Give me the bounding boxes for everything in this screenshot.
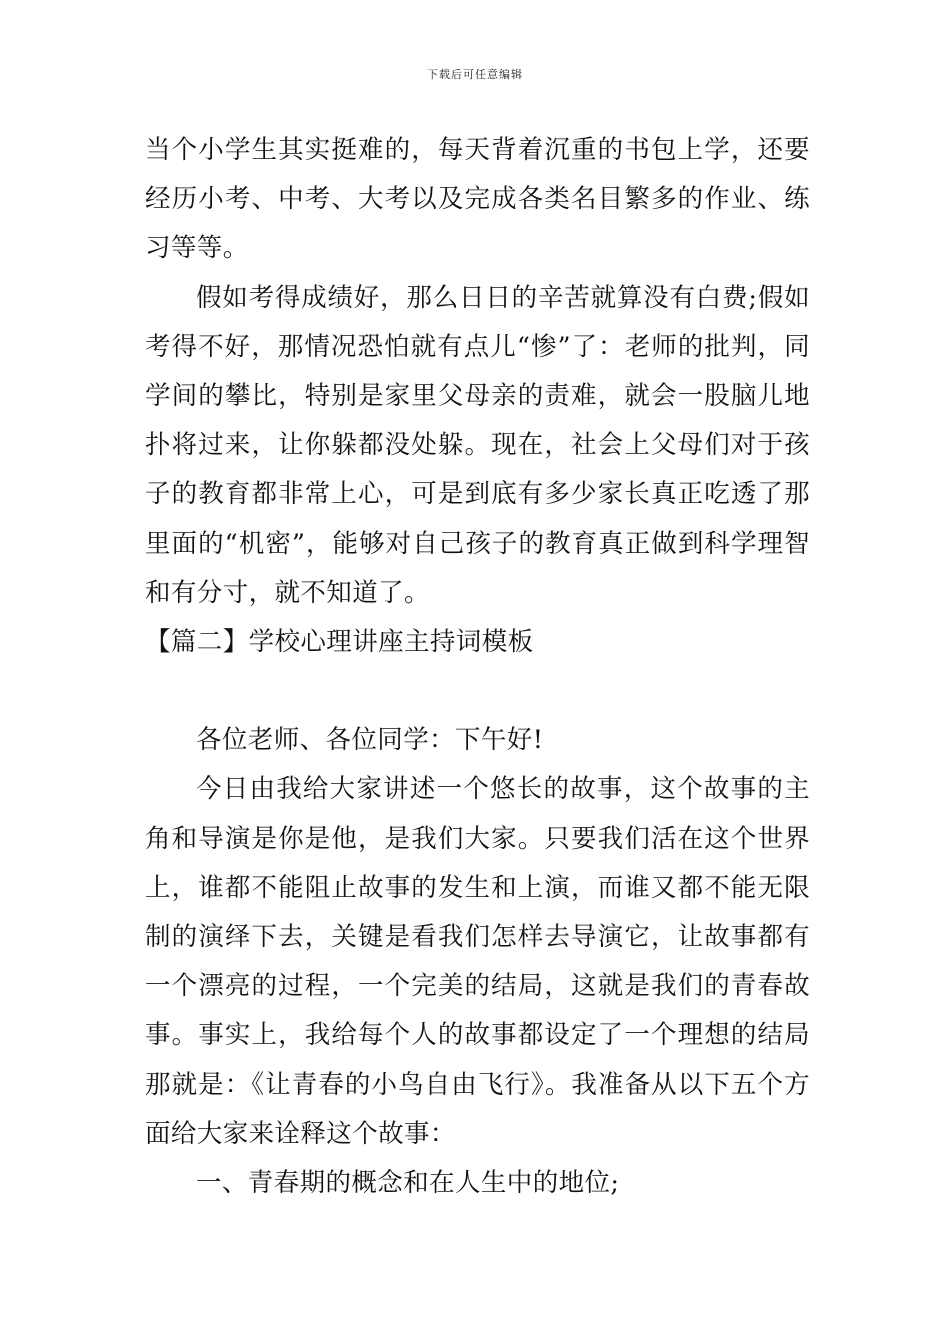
page-header-note: 下载后可任意编辑 xyxy=(427,68,523,81)
list-item-1: 一、青春期的概念和在人生中的地位; xyxy=(196,1168,620,1199)
paragraph-1: 当个小学生其实挺难的，每天背着沉重的书包上学，还要经历小考、中考、大考以及完成各类名目繁多的作业、练习等等。 xyxy=(145,135,810,264)
blank-line xyxy=(145,667,810,716)
paragraph-3: 今日由我给大家讲述一个悠长的故事，这个故事的主角和导演是你是他，是我们大家。只要我们活在这个世界上，谁都不能阻止故事的发生和上演，而谁又都不能无限制的演绎下去，关键是看我们怎样去导演它，让故事都有一个漂亮的过程，一个完美的结局，这就是我们的青春故事。事实上，我给每个人的故事都设定了一个理想的结局那就是：《让青春的小鸟自由飞行》。我准备从以下五个方面给大家来诠释这个故事： xyxy=(145,774,810,1149)
greeting: 各位老师、各位同学：下午好! xyxy=(196,725,544,756)
section-heading: 【篇二】学校心理讲座主持词模板 xyxy=(145,627,534,658)
paragraph-2: 假如考得成绩好，那么日日的辛苦就算没有白费;假如考得不好，那情况恐怕就有点儿“惨”了：老师的批判，同学间的攀比，特别是家里父母亲的责难，就会一股脑儿地扑将过来，让你躲都没处躲。现在，社会上父母们对于孩子的教育都非常上心，可是到底有多少家长真正吃透了那里面的“机密”，能够对自己孩子的教育真正做到科学理智和有分寸，就不知道了。 xyxy=(145,282,810,608)
document-body xyxy=(145,126,810,1208)
